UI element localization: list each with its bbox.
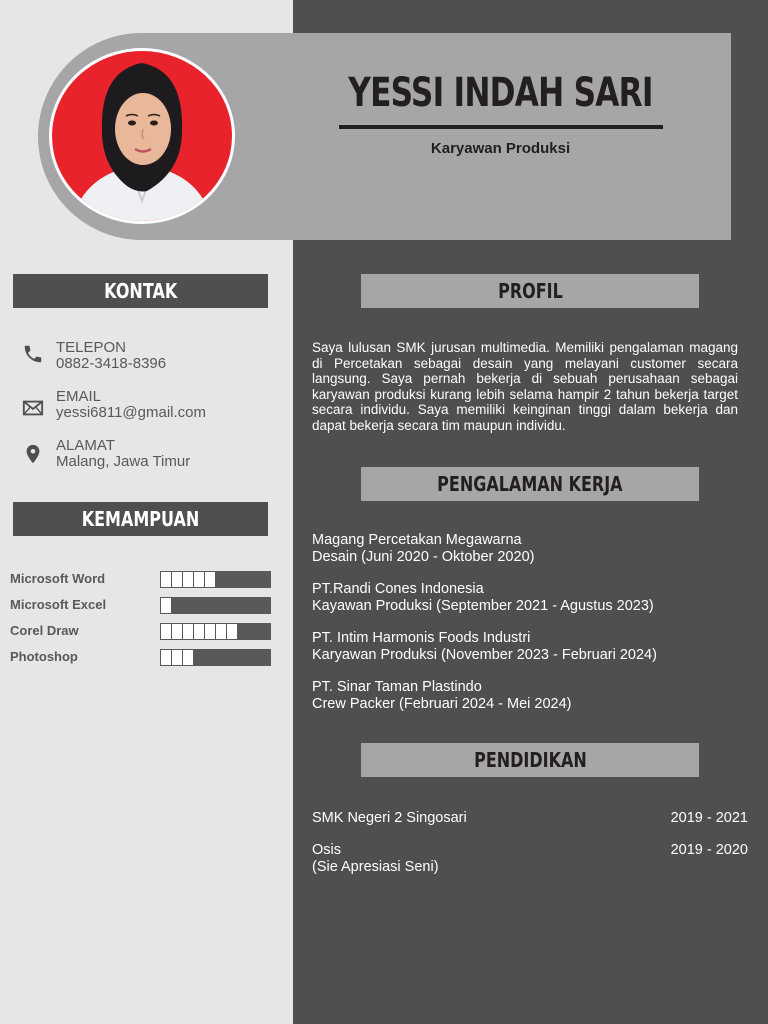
experience-item	[312, 581, 654, 614]
section-header-experience	[361, 467, 699, 501]
experience-company: PT. Sinar Taman Plastindo	[312, 679, 482, 695]
education-item	[312, 810, 467, 827]
job-title: Karyawan Produksi	[430, 140, 571, 157]
section-title-skills: KEMAMPUAN	[81, 507, 200, 531]
education-item	[312, 842, 439, 875]
email-value: yessi6811@gmail.com	[56, 404, 207, 421]
section-header-profile	[361, 274, 699, 308]
experience-item	[312, 679, 572, 712]
skill-level-fill	[160, 597, 172, 614]
mail-icon	[22, 397, 44, 419]
profile-photo	[52, 51, 232, 221]
phone-label: TELEPON	[56, 339, 127, 356]
phone-value: 0882-3418-8396	[56, 355, 167, 372]
experience-role: Kayawan Produksi (September 2021 - Agustus 2023)	[312, 597, 654, 614]
skill-bar-word	[160, 571, 271, 588]
experience-company: PT.Randi Cones Indonesia	[312, 581, 484, 597]
experience-role: Karyawan Produksi (November 2023 - Februari 2024)	[312, 646, 657, 663]
skill-bar-coreldraw	[160, 623, 271, 640]
address-label: ALAMAT	[56, 437, 115, 454]
section-title-profile: PROFIL	[497, 279, 563, 303]
email-label: EMAIL	[56, 388, 102, 405]
skill-name: Corel Draw	[10, 623, 79, 638]
education-note: (Sie Apresiasi Seni)	[312, 858, 439, 875]
section-header-contact	[13, 274, 268, 308]
skill-bar-excel	[160, 597, 271, 614]
education-school: Osis	[312, 842, 341, 858]
experience-company: PT. Intim Harmonis Foods Industri	[312, 630, 531, 646]
experience-item	[312, 630, 657, 663]
profile-paragraph: Saya lulusan SMK jurusan multimedia. Memiliki pengalaman magang di Percetakan sebagai desain yang melayani customer secara langsung. Saya pernah bekerja di sebuah perusahaan sebagai karyawan produksi kurang lebih selama hampir 2 tahun bekerja target secara individu. Saya memiliki keinginan tinggi dalam bekerja dan dapat bekerja secara tim maupun individu.	[312, 340, 738, 433]
section-title-education: PENDIDIKAN	[473, 748, 587, 772]
education-school: SMK Negeri 2 Singosari	[312, 810, 467, 826]
section-header-education	[361, 743, 699, 777]
phone-icon	[22, 343, 44, 365]
skill-level-fill	[160, 623, 238, 640]
person-name: YESSI INDAH SARI	[348, 70, 653, 116]
experience-role: Desain (Juni 2020 - Oktober 2020)	[312, 548, 535, 565]
skill-level-fill	[160, 649, 194, 666]
section-title-contact: KONTAK	[103, 279, 178, 303]
education-years: 2019 - 2021	[670, 810, 748, 826]
skill-name: Photoshop	[10, 649, 78, 664]
section-header-skills	[13, 502, 268, 536]
section-title-experience: PENGALAMAN KERJA	[437, 472, 623, 496]
name-underline	[339, 125, 663, 129]
experience-item	[312, 532, 534, 565]
skill-name: Microsoft Excel	[10, 597, 107, 612]
experience-company: Magang Percetakan Megawarna	[312, 532, 522, 548]
skill-level-fill	[160, 571, 216, 588]
education-years: 2019 - 2020	[670, 842, 748, 858]
experience-role: Crew Packer (Februari 2024 - Mei 2024)	[312, 695, 572, 712]
location-pin-icon	[22, 443, 44, 465]
skill-name: Microsoft Word	[10, 571, 106, 586]
address-value: Malang, Jawa Timur	[56, 453, 191, 470]
skill-bar-photoshop	[160, 649, 271, 666]
